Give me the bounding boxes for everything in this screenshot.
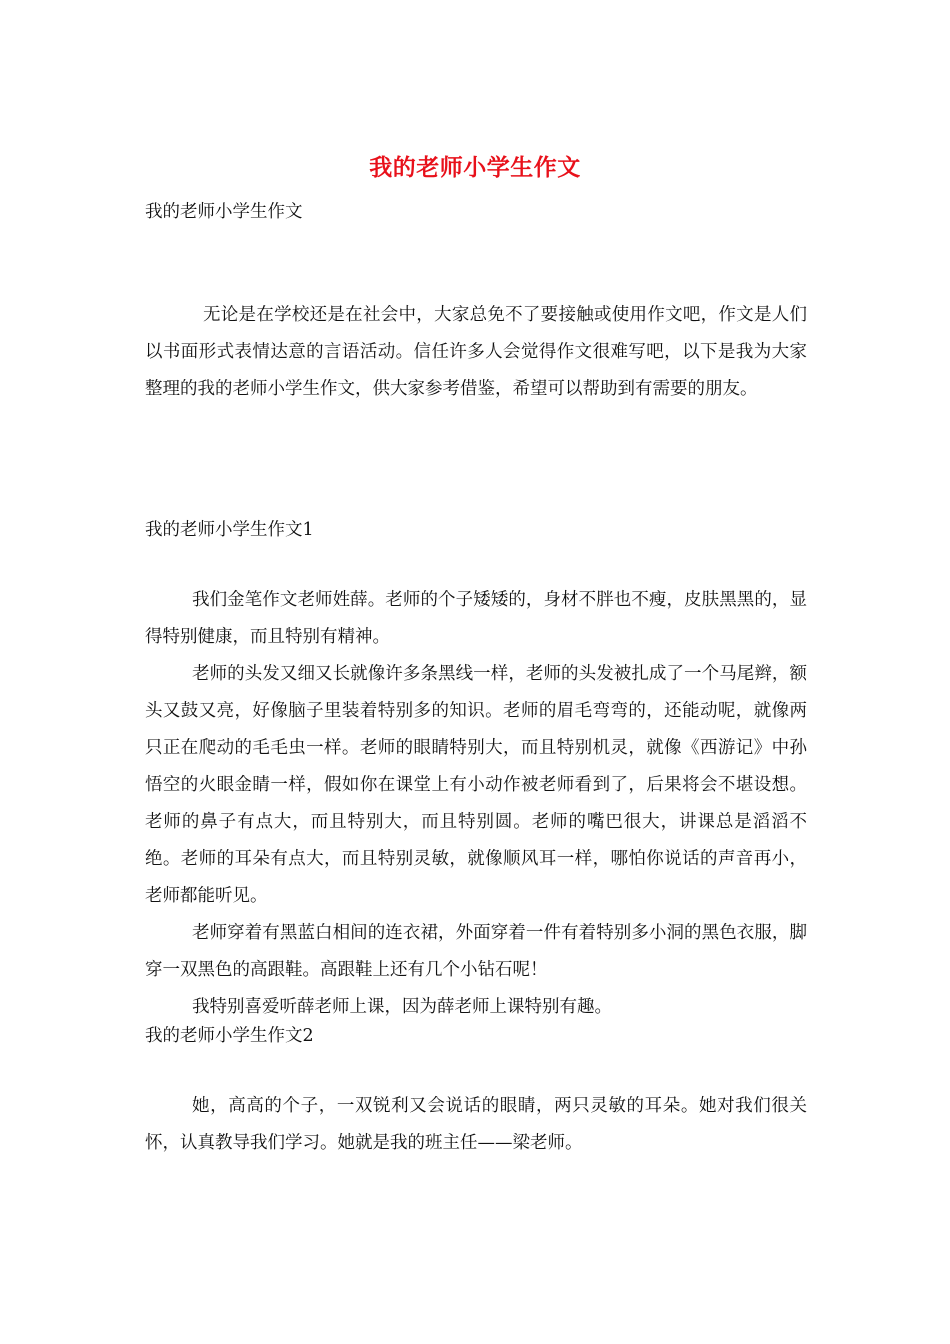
document-subtitle: 我的老师小学生作文 (145, 202, 303, 222)
section-heading-1: 我的老师小学生作文1 (145, 520, 314, 540)
section-heading-2: 我的老师小学生作文2 (145, 1026, 314, 1046)
essay-2-body (145, 1088, 807, 1162)
intro-paragraph: 无论是在学校还是在社会中，大家总免不了要接触或使用作文吧，作文是人们以书面形式表情达意的言语活动。信任许多人会觉得作文很难写吧，以下是我为大家整理的我的老师小学生作文，供大家参考借鉴，希望可以帮助到有需要的朋友。 (145, 305, 807, 399)
paragraph: 我们金笔作文老师姓薛。老师的个子矮矮的，身材不胖也不瘦，皮肤黑黑的，显得特别健康，而且特别有精神。 (145, 590, 807, 647)
page-title: 我的老师小学生作文 (369, 154, 581, 181)
paragraph: 我特别喜爱听薛老师上课，因为薛老师上课特别有趣。 (192, 997, 612, 1017)
paragraph: 老师穿着有黑蓝白相间的连衣裙，外面穿着一件有着特别多小洞的黑色衣服，脚穿一双黑色的高跟鞋。高跟鞋上还有几个小钻石呢！ (145, 923, 807, 980)
paragraph: 老师的头发又细又长就像许多条黑线一样，老师的头发被扎成了一个马尾辫，额头又鼓又亮，好像脑子里装着特别多的知识。老师的眉毛弯弯的，还能动呢，就像两只正在爬动的毛毛虫一样。老师的眼睛特别大，而且特别机灵，就像《西游记》中孙悟空的火眼金睛一样，假如你在课堂上有小动作被老师看到了，后果将会不堪设想。老师的鼻子有点大，而且特别大，而且特别圆。老师的嘴巴很大，讲课总是滔滔不绝。老师的耳朵有点大，而且特别灵敏，就像顺风耳一样，哪怕你说话的声音再小，老师都能听见。 (145, 664, 807, 906)
essay-1-body (145, 582, 807, 1026)
paragraph: 她，高高的个子，一双锐利又会说话的眼睛，两只灵敏的耳朵。她对我们很关怀，认真教导我们学习。她就是我的班主任——梁老师。 (145, 1096, 807, 1153)
